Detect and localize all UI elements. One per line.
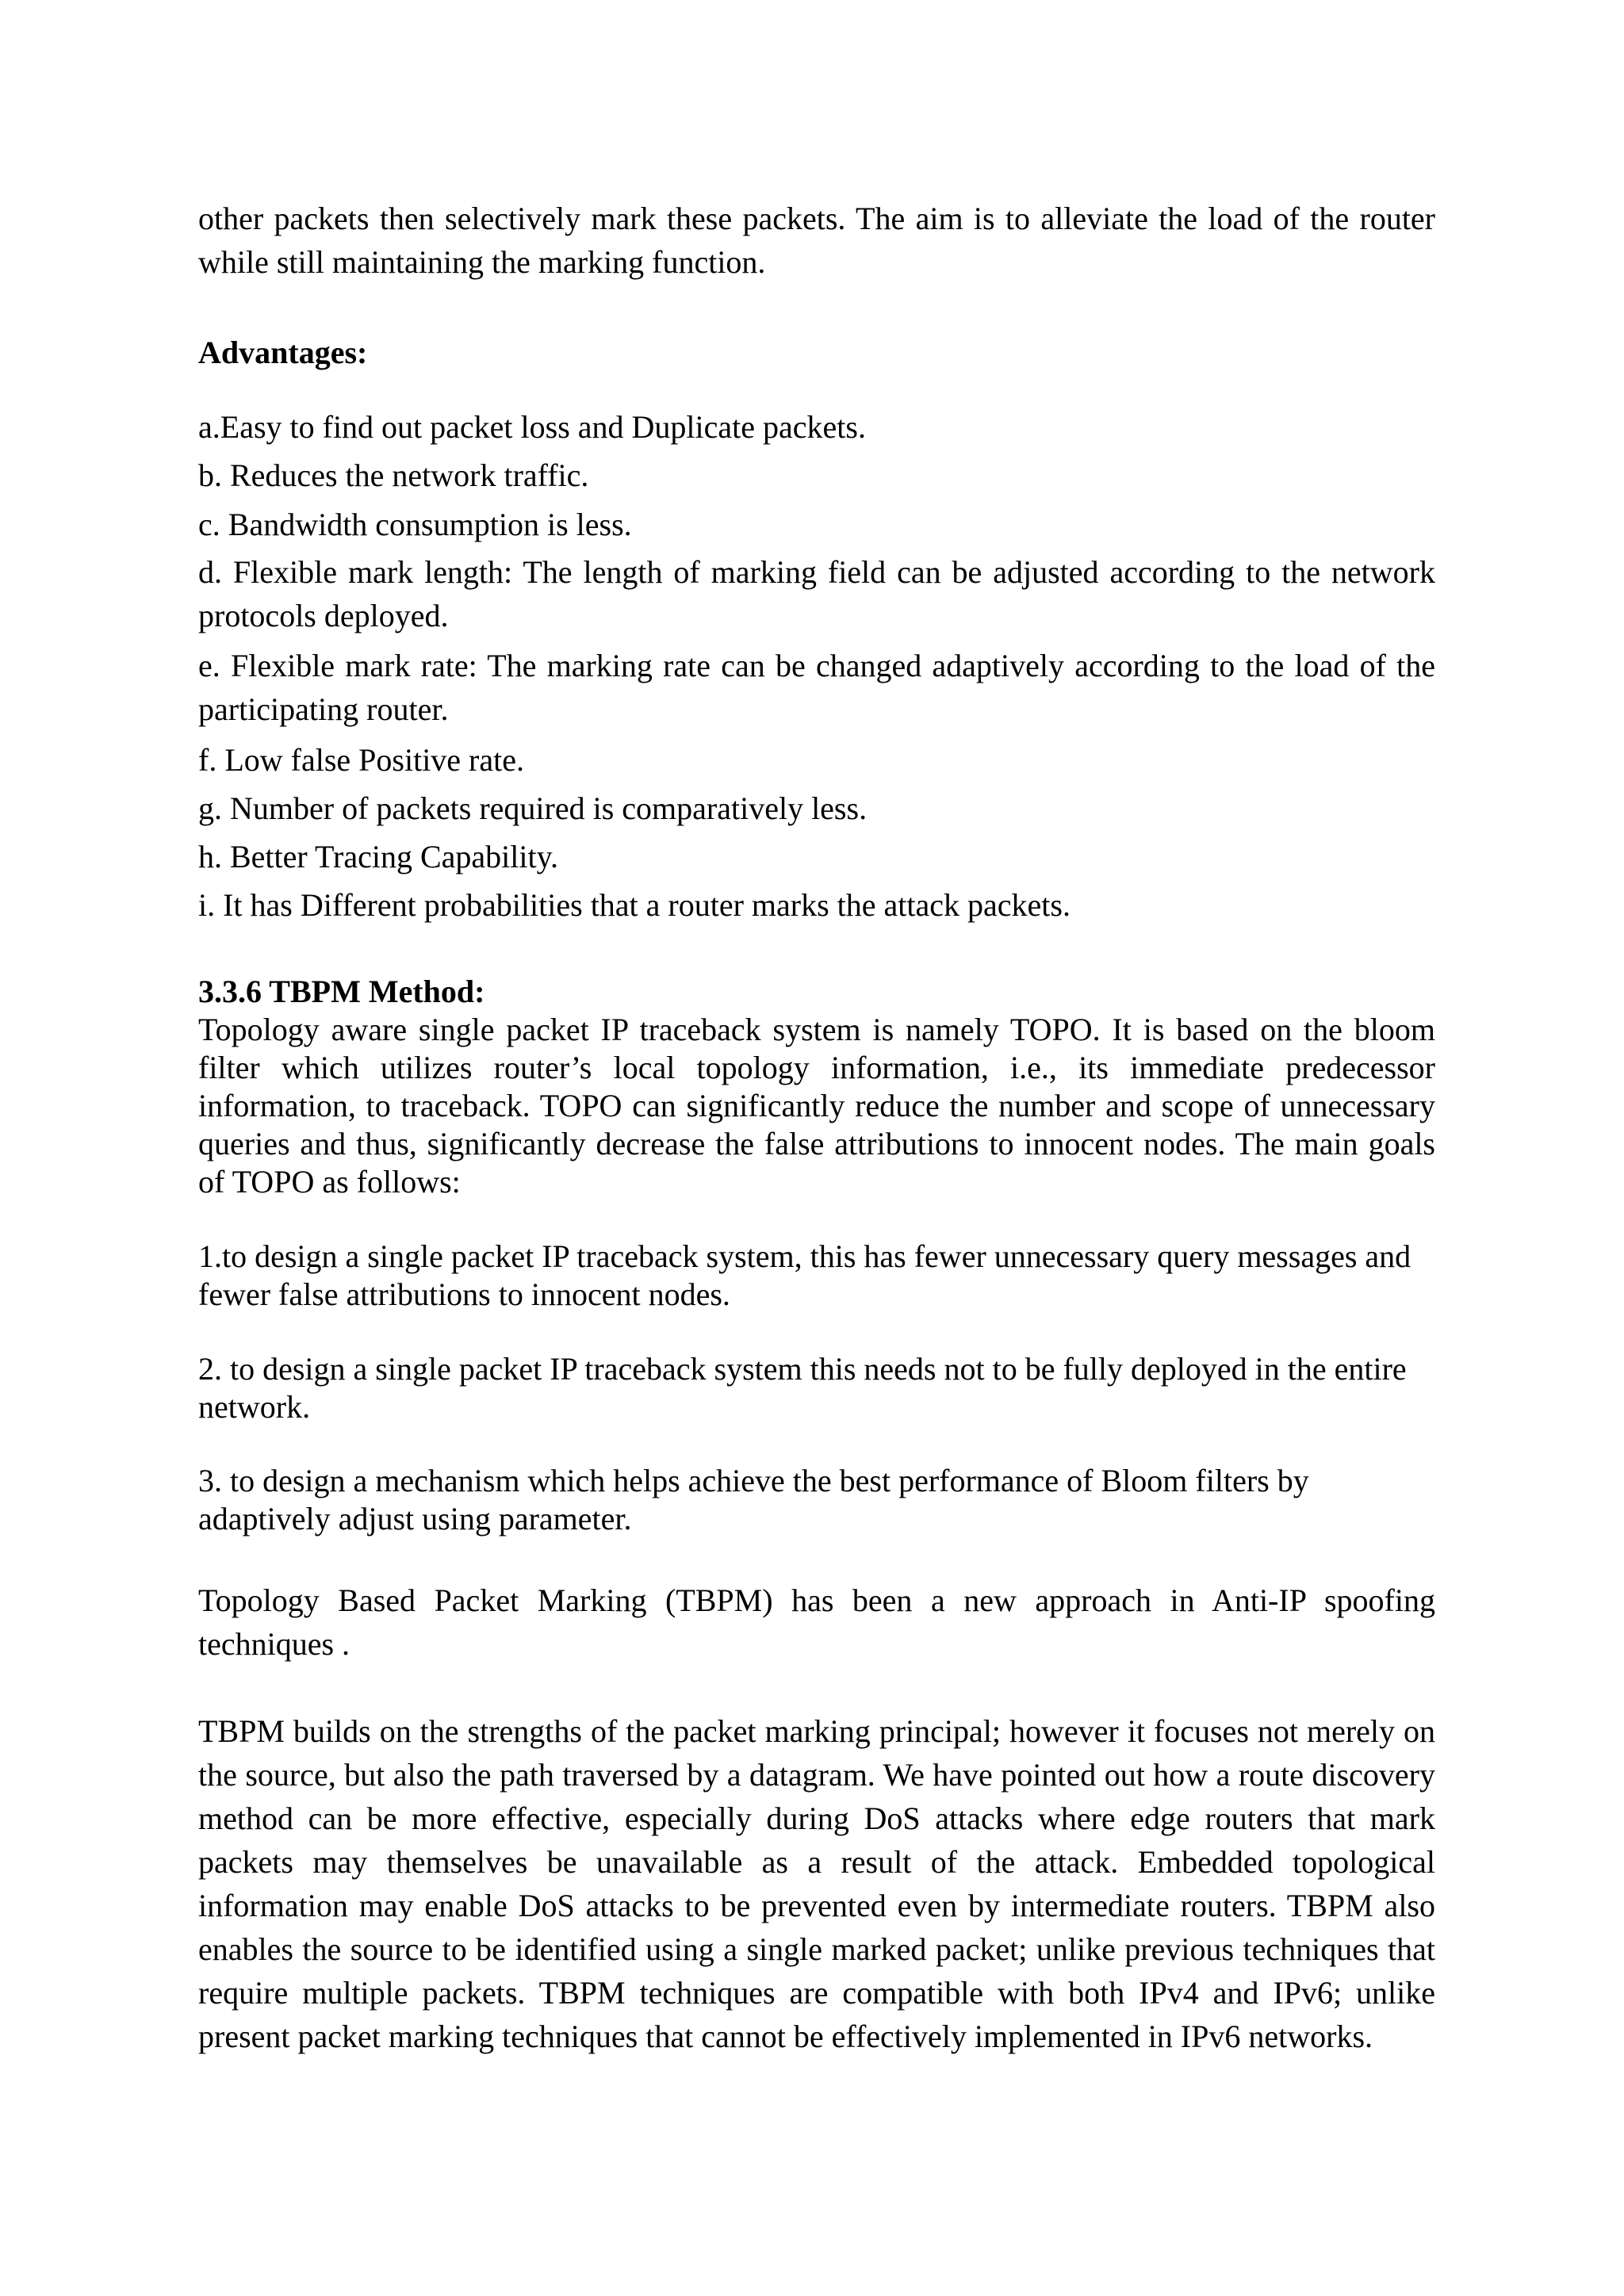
tbpm-details-paragraph: TBPM builds on the strengths of the packet marking principal; however it focuses not merely on the source, but also the path traversed by a datagram. We have pointed out how a route discovery method can be more effective, especially during DoS attacks where edge routers that mark packets may themselves be unavailable as a result of the attack. Embedded topological information may enable DoS attacks to be prevented even by intermediate routers. TBPM also enables the source to be identified using a single marked packet; unlike previous techniques that require multiple packets. TBPM techniques are compatible with both IPv4 and IPv6; unlike present packet marking techniques that cannot be effectively implemented in IPv6 networks. [198, 1713, 1435, 2054]
advantage-item-g: g. Number of packets required is comparatively less. [198, 790, 868, 826]
goal-2-paragraph: 2. to design a single packet IP traceback system this needs not to be fully deployed in the entire network. [198, 1351, 1407, 1425]
advantage-item-c: c. Bandwidth consumption is less. [198, 507, 632, 542]
advantage-item-h: h. Better Tracing Capability. [198, 839, 559, 874]
advantage-item-i: i. It has Different probabilities that a router marks the attack packets. [198, 887, 1071, 923]
advantage-item-f: f. Low false Positive rate. [198, 742, 524, 778]
advantage-item-a: a.Easy to find out packet loss and Duplicate packets. [198, 409, 866, 445]
advantage-item-d: d. Flexible mark length: The length of marking field can be adjusted according to the network protocols deployed. [198, 554, 1435, 633]
tbpm-definition-paragraph: Topology Based Packet Marking (TBPM) has been a new approach in Anti-IP spoofing techniques . [198, 1582, 1435, 1662]
advantage-item-e: e. Flexible mark rate: The marking rate can be changed adaptively according to the load of the participating router. [198, 648, 1435, 727]
goal-3-paragraph: 3. to design a mechanism which helps achieve the best performance of Bloom filters by adaptively adjust using parameter. [198, 1463, 1309, 1536]
advantage-item-b: b. Reduces the network traffic. [198, 457, 589, 493]
advantages-heading: Advantages: [198, 335, 368, 370]
intro-paragraph: other packets then selectively mark these packets. The aim is to alleviate the load of the router while still maintaining the marking function. [198, 201, 1435, 280]
tbpm-method-heading: 3.3.6 TBPM Method: [198, 974, 485, 1009]
goal-1-paragraph: 1.to design a single packet IP traceback system, this has fewer unnecessary query messages and fewer false attributions to innocent nodes. [198, 1238, 1411, 1312]
topo-intro-paragraph: Topology aware single packet IP traceback system is namely TOPO. It is based on the bloom filter which utilizes router’s local topology information, i.e., its immediate predecessor information, to traceback. TOPO can significantly reduce the number and scope of unnecessary queries and thus, significantly decrease the false attributions to innocent nodes. The main goals of TOPO as follows: [198, 1012, 1435, 1200]
